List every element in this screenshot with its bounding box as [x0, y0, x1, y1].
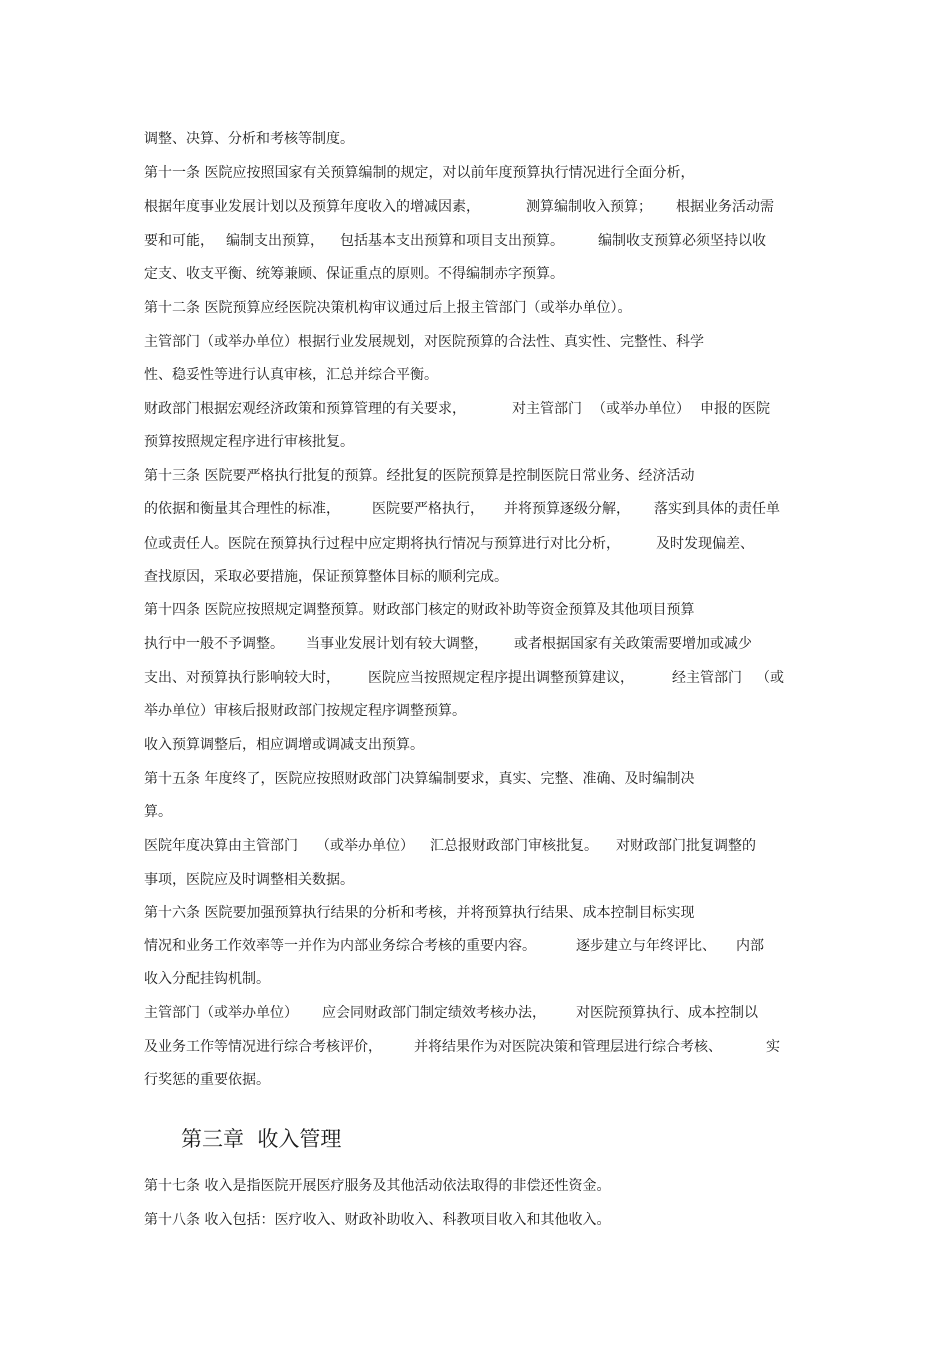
article-11-line: 第十一条 医院应按照国家有关预算编制的规定，对以前年度预算执行情况进行全面分析， [144, 165, 695, 181]
text-line: 医院年度决算由主管部门 （或举办单位） 汇总报财政部门审核批复。 对财政部门批复调整的 [144, 838, 756, 854]
text-line: 调整、决算、分析和考核等制度。 [144, 131, 354, 147]
article-18-line: 第十八条 收入包括：医疗收入、财政补助收入、科教项目收入和其他收入。 [144, 1212, 611, 1228]
article-13-line: 第十三条 医院要严格执行批复的预算。经批复的医院预算是控制医院日常业务、经济活动 [144, 468, 695, 484]
text-line: 根据年度事业发展计划以及预算年度收入的增减因素， 测算编制收入预算； 根据业务活动需 [144, 199, 774, 215]
text-line: 举办单位）审核后报财政部门按规定程序调整预算。 [144, 703, 466, 719]
text-line: 位或责任人。医院在预算执行过程中应定期将执行情况与预算进行对比分析， 及时发现偏差、 [144, 536, 754, 552]
text-line: 查找原因，采取必要措施，保证预算整体目标的顺利完成。 [144, 569, 508, 585]
article-12-line: 第十二条 医院预算应经医院决策机构审议通过后上报主管部门（或举办单位）。 [144, 300, 632, 316]
article-14-line: 第十四条 医院应按照规定调整预算。财政部门核定的财政补助等资金预算及其他项目预算 [144, 602, 695, 618]
article-17-line: 第十七条 收入是指医院开展医疗服务及其他活动依法取得的非偿还性资金。 [144, 1178, 611, 1194]
text-line: 性、稳妥性等进行认真审核，汇总并综合平衡。 [144, 367, 438, 383]
text-line: 执行中一般不予调整。 当事业发展计划有较大调整， 或者根据国家有关政策需要增加或减少 [144, 636, 752, 652]
text-line: 情况和业务工作效率等一并作为内部业务综合考核的重要内容。 逐步建立与年终评比、 内部 [144, 938, 764, 954]
text-line: 要和可能， 编制支出预算， 包括基本支出预算和项目支出预算。 编制收支预算必须坚持以收 [144, 233, 766, 249]
text-line: 及业务工作等情况进行综合考核评价， 并将结果作为对医院决策和管理层进行综合考核、 实 [144, 1039, 780, 1055]
text-line: 的依据和衡量其合理性的标准， 医院要严格执行， 并将预算逐级分解， 落实到具体的责任单 [144, 501, 780, 517]
text-line: 主管部门（或举办单位） 应会同财政部门制定绩效考核办法， 对医院预算执行、成本控制以 [144, 1005, 758, 1021]
article-16-line: 第十六条 医院要加强预算执行结果的分析和考核，并将预算执行结果、成本控制目标实现 [144, 905, 695, 921]
text-line: 主管部门（或举办单位）根据行业发展规划，对医院预算的合法性、真实性、完整性、科学 [144, 334, 704, 350]
text-line: 收入预算调整后，相应调增或调减支出预算。 [144, 737, 424, 753]
text-line: 财政部门根据宏观经济政策和预算管理的有关要求， 对主管部门 （或举办单位） 申报的医院 [144, 401, 770, 417]
text-line: 预算按照规定程序进行审核批复。 [144, 434, 354, 450]
text-line: 定支、收支平衡、统筹兼顾、保证重点的原则。不得编制赤字预算。 [144, 266, 564, 282]
text-line: 算。 [144, 804, 172, 820]
text-line: 事项，医院应及时调整相关数据。 [144, 872, 354, 888]
text-line: 支出、对预算执行影响较大时， 医院应当按照规定程序提出调整预算建议， 经主管部门 （或 [144, 670, 784, 686]
text-line: 收入分配挂钩机制。 [144, 971, 270, 987]
article-15-line: 第十五条 年度终了，医院应按照财政部门决算编制要求，真实、完整、准确、及时编制决 [144, 771, 695, 787]
chapter-title: 第三章 收入管理 [181, 1127, 342, 1151]
text-line: 行奖惩的重要依据。 [144, 1072, 270, 1088]
